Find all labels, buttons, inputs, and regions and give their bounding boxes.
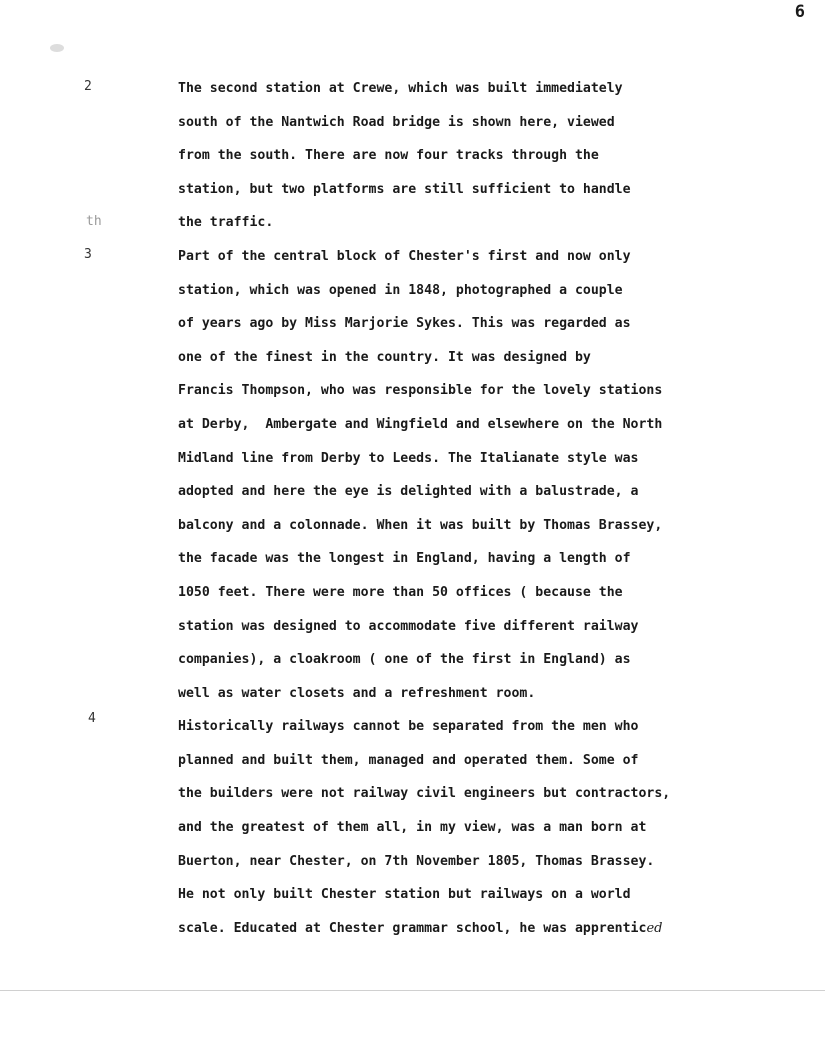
text-line: Buerton, near Chester, on 7th November 1805, Thomas Brassey.	[178, 853, 655, 869]
text-line: well as water closets and a refreshment room.	[178, 685, 536, 701]
text-line: and the greatest of them all, in my view, was a man born at	[178, 820, 647, 836]
text-line: the facade was the longest in England, having a length of	[178, 551, 631, 567]
text-line: station, but two platforms are still sufficient to handle	[178, 181, 631, 197]
text-line: The second station at Crewe, which was built immediately	[178, 81, 623, 96]
margin-mark-3: 3	[84, 247, 92, 262]
text-line: planned and built them, managed and operated them. Some of	[178, 752, 639, 768]
scan-edge-line	[0, 990, 825, 991]
text-line-last	[178, 912, 738, 946]
typed-text: scale. Educated at Chester grammar school, he was apprentic	[178, 920, 647, 936]
ink-smudge	[50, 44, 64, 52]
text-line: station, which was opened in 1848, photographed a couple	[178, 282, 623, 298]
text-line: from the south. There are now four tracks through the	[178, 148, 599, 164]
text-line: Part of the central block of Chester's first and now only	[178, 248, 631, 264]
handwritten-correction: ed	[646, 920, 663, 936]
text-line: Midland line from Derby to Leeds. The Italianate style was	[178, 450, 639, 466]
paragraph-caption-3	[178, 240, 738, 710]
text-line: balcony and a colonnade. When it was built by Thomas Brassey,	[178, 517, 663, 533]
margin-mark-2: 2	[84, 79, 92, 94]
text-line: Historically railways cannot be separated from the men who	[178, 719, 639, 735]
text-line: He not only built Chester station but railways on a world	[178, 887, 631, 903]
text-line: the builders were not railway civil engineers but contractors,	[178, 786, 671, 802]
margin-mark-4: 4	[88, 711, 96, 726]
text-line: of years ago by Miss Marjorie Sykes. This was regarded as	[178, 316, 631, 332]
text-line: south of the Nantwich Road bridge is shown here, viewed	[178, 114, 615, 130]
typewritten-body	[178, 72, 738, 945]
margin-mark-th: th	[86, 214, 102, 229]
text-line: station was designed to accommodate five different railway	[178, 618, 639, 634]
text-line: one of the finest in the country. It was designed by	[178, 349, 591, 365]
text-line: the traffic.	[178, 215, 274, 231]
text-line: 1050 feet. There were more than 50 offices ( because the	[178, 584, 623, 600]
text-line: at Derby, Ambergate and Wingfield and elsewhere on the North	[178, 416, 663, 432]
text-line: adopted and here the eye is delighted with a balustrade, a	[178, 484, 639, 500]
text-line: companies), a cloakroom ( one of the first in England) as	[178, 652, 631, 668]
paragraph-caption-4	[178, 710, 738, 945]
paragraph-caption-2	[178, 72, 738, 240]
text-line: Francis Thompson, who was responsible for the lovely stations	[178, 383, 663, 399]
page-number: 6	[794, 2, 805, 22]
